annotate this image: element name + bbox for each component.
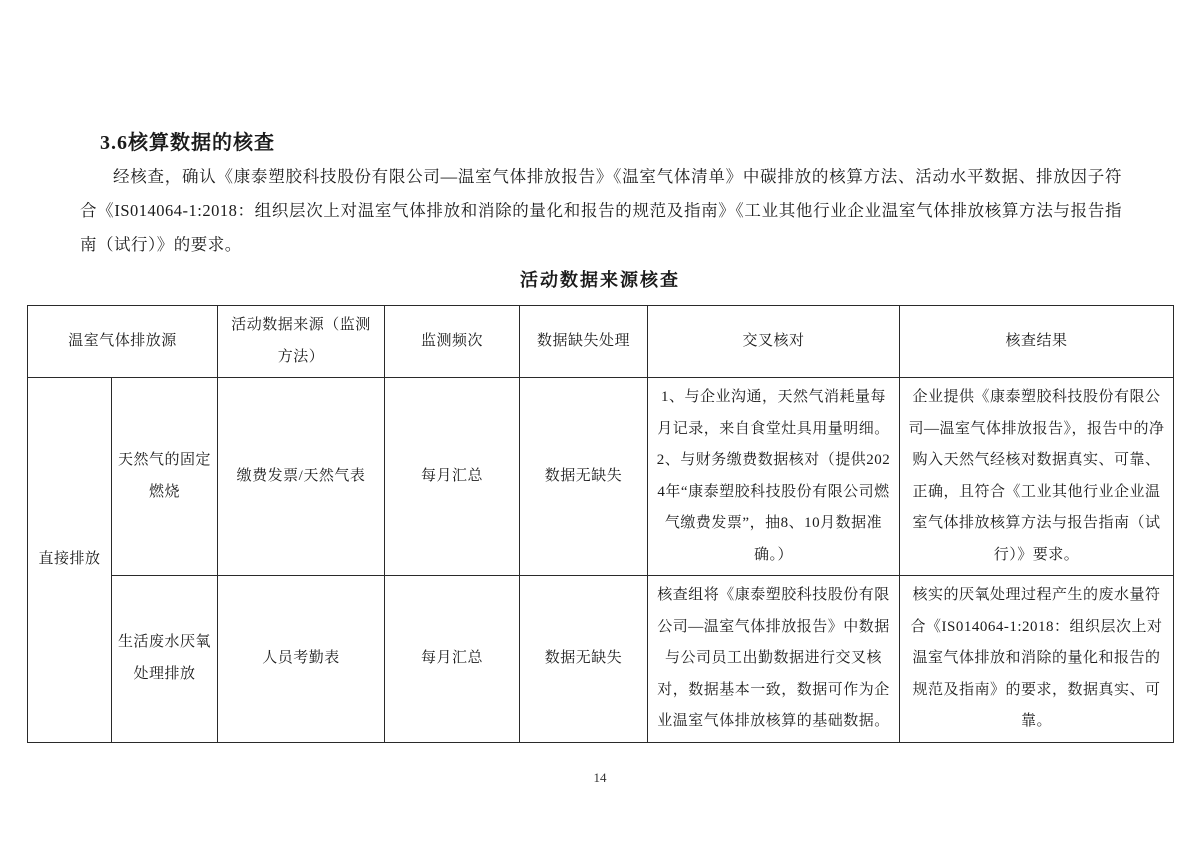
cell-data-source: 缴费发票/天然气表: [218, 378, 385, 576]
header-missing-data: 数据缺失处理: [520, 306, 648, 378]
cell-data-source: 人员考勤表: [218, 576, 385, 743]
cell-cross-check: 核查组将《康泰塑胶科技股份有限公司—温室气体排放报告》中数据与公司员工出勤数据进行交叉核对，数据基本一致，数据可作为企业温室气体排放核算的基础数据。: [648, 576, 900, 743]
section-paragraph: 经核查，确认《康泰塑胶科技股份有限公司—温室气体排放报告》《温室气体清单》中碳排放的核算方法、活动水平数据、排放因子符合《IS014064-1:2018：组织层次上对温室气体排放和消除的量化和报告的规范及指南》《工业其他行业企业温室气体排放核算方法与报告指南（试行）》的要求。: [80, 167, 1122, 254]
cell-cross-check: 1、与企业沟通，天然气消耗量每月记录，来自食堂灶具用量明细。2、与财务缴费数据核对（提供2024年“康泰塑胶科技股份有限公司燃气缴费发票”，抽8、10月数据准确。）: [648, 378, 900, 576]
table-header-row: [28, 306, 1174, 378]
cell-frequency: 每月汇总: [385, 378, 520, 576]
cell-frequency: 每月汇总: [385, 576, 520, 743]
cell-result: 企业提供《康泰塑胶科技股份有限公司—温室气体排放报告》，报告中的净购入天然气经核对数据真实、可靠、正确，且符合《工业其他行业企业温室气体排放核算方法与报告指南（试行）》要求。: [900, 378, 1174, 576]
page-number: 14: [593, 770, 607, 785]
cell-category-direct-emission: 直接排放: [28, 378, 112, 743]
cell-source: 生活废水厌氧处理排放: [112, 576, 218, 743]
cell-missing-data: 数据无缺失: [520, 378, 648, 576]
cell-source: 天然气的固定燃烧: [112, 378, 218, 576]
header-emission-source: 温室气体排放源: [28, 306, 218, 378]
header-cross-check: 交叉核对: [648, 306, 900, 378]
header-result: 核查结果: [900, 306, 1174, 378]
section-heading: 3.6核算数据的核查: [100, 132, 275, 154]
header-frequency: 监测频次: [385, 306, 520, 378]
cell-result: 核实的厌氧处理过程产生的废水量符合《IS014064-1:2018：组织层次上对温室气体排放和消除的量化和报告的规范及指南》的要求，数据真实、可靠。: [900, 576, 1174, 743]
header-data-source: 活动数据来源（监测方法）: [218, 306, 385, 378]
table-row: [28, 576, 1174, 743]
activity-data-source-table: [27, 305, 1174, 743]
table-row: [28, 378, 1174, 576]
cell-missing-data: 数据无缺失: [520, 576, 648, 743]
table-title: 活动数据来源核查: [520, 270, 680, 290]
